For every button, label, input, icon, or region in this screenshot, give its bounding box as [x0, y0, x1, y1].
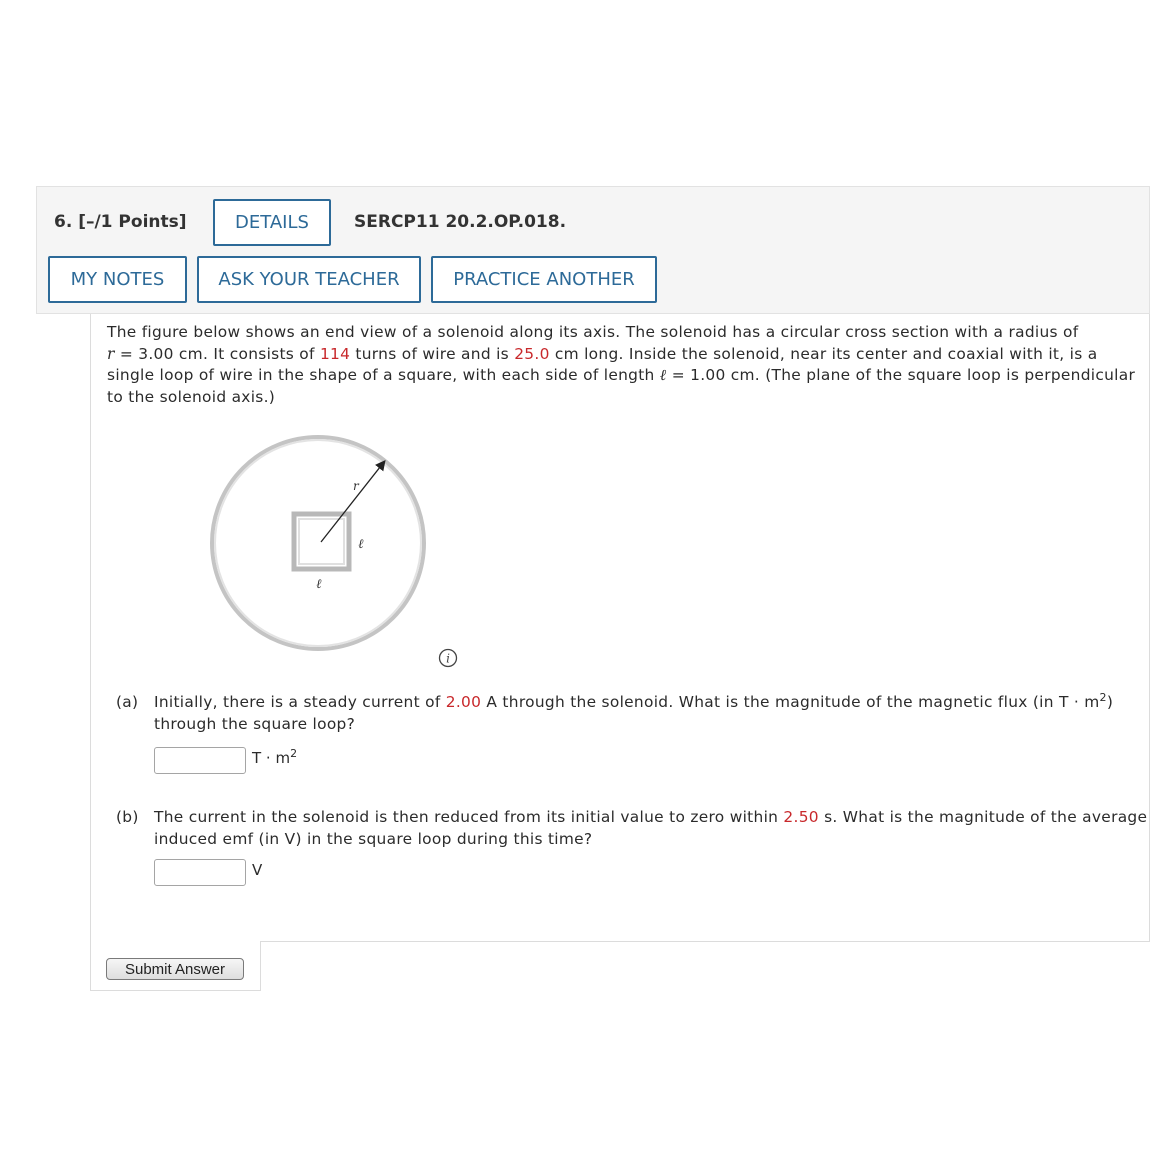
part-b — [116, 807, 1146, 857]
length-value: 25.0 — [514, 344, 550, 363]
side-label-right: ℓ — [358, 537, 364, 552]
part-a-unit: $T \cdot m^2$ — [252, 747, 298, 767]
turns-value: 114 — [319, 344, 351, 363]
side-label-bottom: ℓ — [316, 577, 322, 592]
part-b-question: The current in the solenoid is then reduced from its initial value to zero within 2.50 s. What is the magnitude of the average induced emf (in V) in the square loop during this time? — [154, 808, 1148, 848]
question-number: 6. [–/1 Points] — [54, 212, 187, 232]
info-icon[interactable] — [438, 648, 458, 668]
svg-text:i: i — [446, 651, 450, 666]
part-b-answer-input[interactable] — [154, 859, 246, 886]
current-value: 2.00 — [445, 693, 482, 711]
details-button[interactable]: DETAILS — [213, 199, 331, 246]
part-b-label: (b) — [116, 808, 139, 826]
solenoid-figure — [200, 428, 440, 660]
submit-answer-button[interactable]: Submit Answer — [106, 958, 244, 980]
problem-code: SERCP11 20.2.OP.018. — [354, 212, 567, 232]
solenoid-cross-section — [212, 437, 424, 649]
part-b-unit: V — [252, 861, 263, 879]
ell-symbol: ℓ — [659, 366, 667, 385]
time-value: 2.50 — [783, 808, 819, 826]
part-a-question: Initially, there is a steady current of 2.00 A through the solenoid. What is the magnitude of the magnetic flux (in $T \cdot m^2$) through the square loop? — [154, 690, 1114, 733]
part-a — [116, 692, 1146, 742]
part-a-label: (a) — [116, 693, 139, 711]
part-a-answer-input[interactable] — [154, 747, 246, 774]
my-notes-button[interactable]: MY NOTES — [48, 256, 187, 303]
r-symbol: r — [107, 344, 115, 363]
ask-your-teacher-button[interactable]: ASK YOUR TEACHER — [197, 256, 421, 303]
practice-another-button[interactable]: PRACTICE ANOTHER — [431, 256, 657, 303]
problem-statement: The figure below shows an end view of a solenoid along its axis. The solenoid has a circular cross section with a radius of r = 3.00 cm. It consists of 114 turns of wire and is 25.0 cm long. Inside the solenoid, near its center and coaxial with it, is a single loop of wire in the shape of a square, with each side of length ℓ = 1.00 cm. (The plane of the square loop is perpendicular to the solenoid axis.) — [107, 323, 1136, 406]
radius-label: r — [353, 479, 359, 493]
